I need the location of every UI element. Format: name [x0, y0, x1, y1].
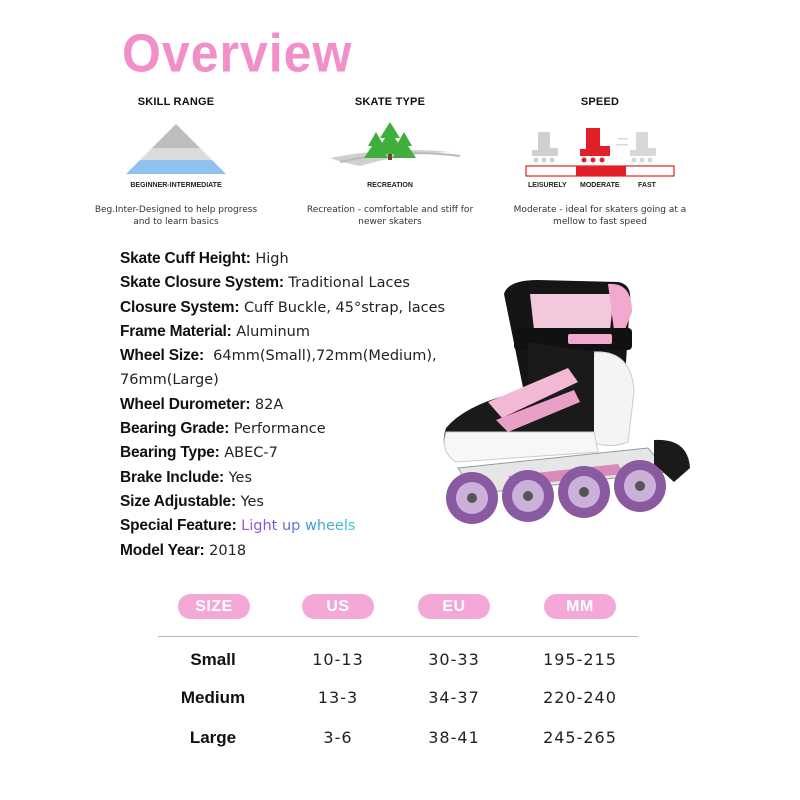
skill-range-block	[66, 96, 286, 228]
table-row	[0, 688, 800, 712]
header-size: SIZE	[178, 594, 250, 619]
skate-type-description: Recreation - comfortable and stiff for newer skaters	[306, 205, 474, 227]
spec-bearing-type: Bearing Type: ABEC-7	[120, 444, 278, 462]
spec-cuff-height: Skate Cuff Height: High	[120, 250, 289, 267]
speed-level-leisurely: LEISURELY	[528, 182, 567, 189]
overview-title: Overview	[122, 23, 353, 84]
spec-wheel-size-cont: 76mm(Large)	[120, 372, 219, 389]
row-us: 10-13	[312, 650, 364, 669]
skill-range-caption: BEGINNER-INTERMEDIATE	[130, 182, 222, 189]
table-row	[0, 650, 800, 674]
spec-closure-system: Closure System: Cuff Buckle, 45°strap, laces	[120, 298, 446, 316]
spec-bearing-grade: Bearing Grade: Performance	[120, 420, 326, 438]
trees-icon	[280, 118, 500, 178]
spec-frame-material: Frame Material: Aluminum	[120, 322, 310, 340]
row-us: 13-3	[317, 688, 359, 707]
spec-model-year: Model Year: 2018	[120, 541, 247, 559]
header-us: US	[302, 594, 374, 619]
speed-description: Moderate - ideal for skaters going at a mellow to fast speed	[513, 205, 687, 227]
row-us: 3-6	[323, 728, 353, 747]
row-mm: 220-240	[543, 688, 617, 707]
skill-range-description: Beg.Inter-Designed to help progress and to learn basics	[94, 205, 258, 227]
speed-level-fast: FAST	[638, 182, 656, 189]
speed-meter-icon	[490, 118, 710, 178]
inline-skate-image	[418, 272, 698, 552]
skate-type-block	[280, 96, 500, 228]
size-table-header	[0, 594, 800, 620]
spec-special-feature: Special Feature: Light up wheels	[120, 517, 356, 535]
row-size: Small	[190, 650, 236, 669]
spec-skate-closure: Skate Closure System: Traditional Laces	[120, 274, 410, 292]
speed-block	[490, 96, 710, 228]
speed-heading: SPEED	[580, 96, 620, 108]
spec-size-adjustable: Size Adjustable: Yes	[120, 492, 264, 510]
row-mm: 245-265	[543, 728, 617, 747]
table-divider	[158, 636, 638, 637]
row-size: Medium	[180, 688, 246, 707]
header-mm: MM	[544, 594, 616, 619]
skate-type-caption: RECREATION	[367, 182, 413, 189]
skate-type-heading: SKATE TYPE	[354, 96, 426, 108]
pyramid-icon	[66, 118, 286, 178]
skill-range-heading: SKILL RANGE	[137, 96, 215, 108]
row-eu: 34-37	[428, 688, 480, 707]
speed-level-moderate: MODERATE	[580, 182, 620, 189]
spec-brake-include: Brake Include: Yes	[120, 468, 253, 486]
table-row	[0, 728, 800, 752]
row-eu: 38-41	[428, 728, 480, 747]
spec-wheel-size: Wheel Size: 64mm(Small),72mm(Medium),	[120, 347, 437, 365]
row-eu: 30-33	[428, 650, 480, 669]
spec-wheel-durometer: Wheel Durometer: 82A	[120, 395, 284, 413]
header-eu: EU	[418, 594, 490, 619]
row-mm: 195-215	[543, 650, 617, 669]
speed-levels	[490, 182, 710, 194]
row-size: Large	[189, 728, 237, 747]
